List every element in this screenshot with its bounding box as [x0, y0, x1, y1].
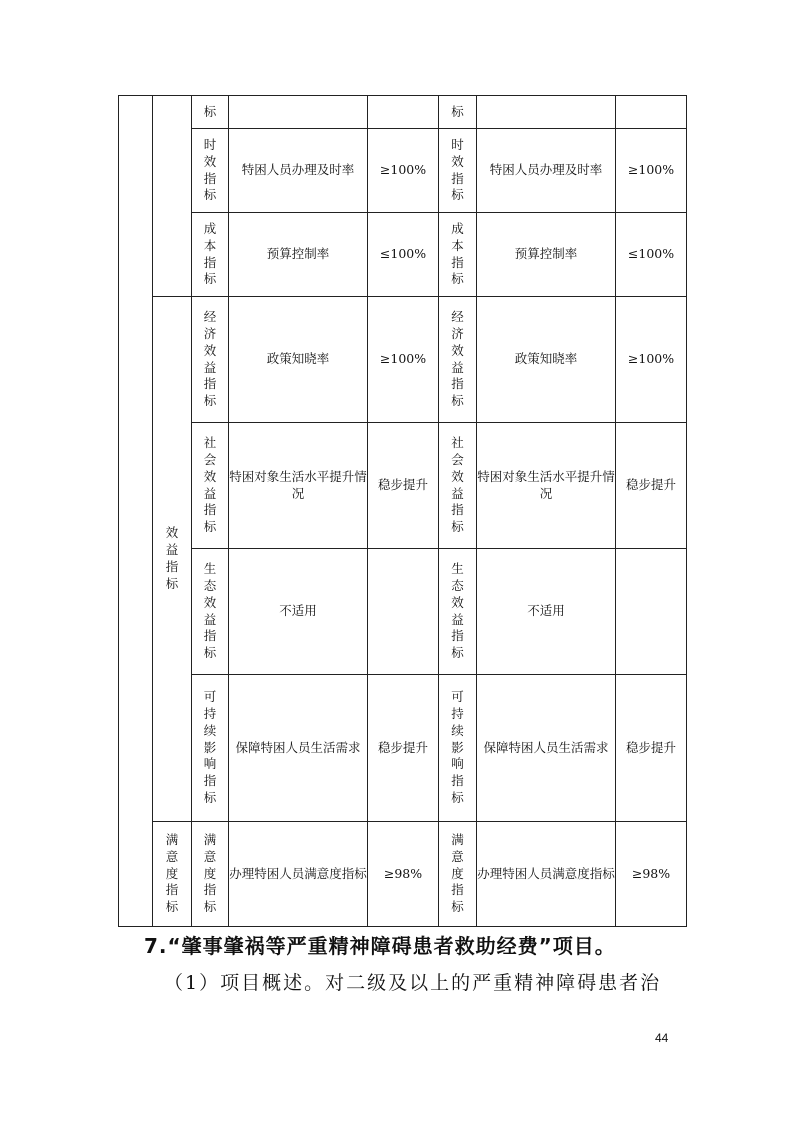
economic-indicator-right: 政策知晓率	[477, 297, 616, 423]
table-row	[119, 675, 687, 822]
cost-indicator-right: 预算控制率	[477, 213, 616, 297]
table-row	[119, 423, 687, 549]
social-indicator-left: 特困对象生活水平提升情况	[229, 423, 368, 549]
economic-value-left: ≥100%	[368, 297, 439, 423]
table-row	[119, 549, 687, 675]
top-row-label-right: 标	[439, 96, 477, 129]
timeliness-value-left: ≥100%	[368, 129, 439, 213]
first-level-cell	[119, 96, 153, 927]
sustainable-value-left: 稳步提升	[368, 675, 439, 822]
ecological-indicator-left: 不适用	[229, 549, 368, 675]
sustainable-indicator-right: 保障特困人员生活需求	[477, 675, 616, 822]
cost-label-right: 成 本 指 标	[439, 213, 477, 297]
top-row-value-left	[368, 96, 439, 129]
top-row-value-right	[616, 96, 687, 129]
benefit-category-cell: 效 益 指 标	[153, 297, 192, 822]
cost-value-left: ≤100%	[368, 213, 439, 297]
satisfaction-label-left: 满 意 度 指 标	[192, 822, 229, 927]
performance-table	[118, 95, 687, 927]
cost-label-left: 成 本 指 标	[192, 213, 229, 297]
section-heading: 7.“肇事肇祸等严重精神障碍患者救助经费”项目。	[144, 934, 616, 958]
satisfaction-category-cell: 满 意 度 指 标	[153, 822, 192, 927]
ecological-value-right	[616, 549, 687, 675]
ecological-value-left	[368, 549, 439, 675]
sustainable-value-right: 稳步提升	[616, 675, 687, 822]
social-value-left: 稳步提升	[368, 423, 439, 549]
table-row	[119, 96, 687, 129]
economic-value-right: ≥100%	[616, 297, 687, 423]
table-row	[119, 213, 687, 297]
timeliness-label-right: 时 效 指 标	[439, 129, 477, 213]
satisfaction-indicator-right: 办理特困人员满意度指标	[477, 822, 616, 927]
satisfaction-indicator-left: 办理特困人员满意度指标	[229, 822, 368, 927]
cost-indicator-left: 预算控制率	[229, 213, 368, 297]
sustainable-label-right: 可 持 续 影 响 指 标	[439, 675, 477, 822]
sustainable-indicator-left: 保障特困人员生活需求	[229, 675, 368, 822]
satisfaction-value-right: ≥98%	[616, 822, 687, 927]
economic-indicator-left: 政策知晓率	[229, 297, 368, 423]
timeliness-indicator-left: 特困人员办理及时率	[229, 129, 368, 213]
ecological-label-left: 生 态 效 益 指 标	[192, 549, 229, 675]
ecological-label-right: 生 态 效 益 指 标	[439, 549, 477, 675]
output-category-cell	[153, 96, 192, 297]
social-indicator-right: 特困对象生活水平提升情况	[477, 423, 616, 549]
sustainable-label-left: 可 持 续 影 响 指 标	[192, 675, 229, 822]
satisfaction-value-left: ≥98%	[368, 822, 439, 927]
table-row	[119, 129, 687, 213]
timeliness-value-right: ≥100%	[616, 129, 687, 213]
social-value-right: 稳步提升	[616, 423, 687, 549]
economic-label-left: 经 济 效 益 指 标	[192, 297, 229, 423]
timeliness-label-left: 时 效 指 标	[192, 129, 229, 213]
satisfaction-label-right: 满 意 度 指 标	[439, 822, 477, 927]
overview-paragraph: （1）项目概述。对二级及以上的严重精神障碍患者治	[164, 972, 662, 994]
top-row-label-left: 标	[192, 96, 229, 129]
ecological-indicator-right: 不适用	[477, 549, 616, 675]
cost-value-right: ≤100%	[616, 213, 687, 297]
table-row	[119, 297, 687, 423]
top-row-indicator-left	[229, 96, 368, 129]
social-label-right: 社 会 效 益 指 标	[439, 423, 477, 549]
social-label-left: 社 会 效 益 指 标	[192, 423, 229, 549]
economic-label-right: 经 济 效 益 指 标	[439, 297, 477, 423]
timeliness-indicator-right: 特困人员办理及时率	[477, 129, 616, 213]
top-row-indicator-right	[477, 96, 616, 129]
page-number: 44	[655, 1031, 669, 1045]
table-row	[119, 822, 687, 927]
